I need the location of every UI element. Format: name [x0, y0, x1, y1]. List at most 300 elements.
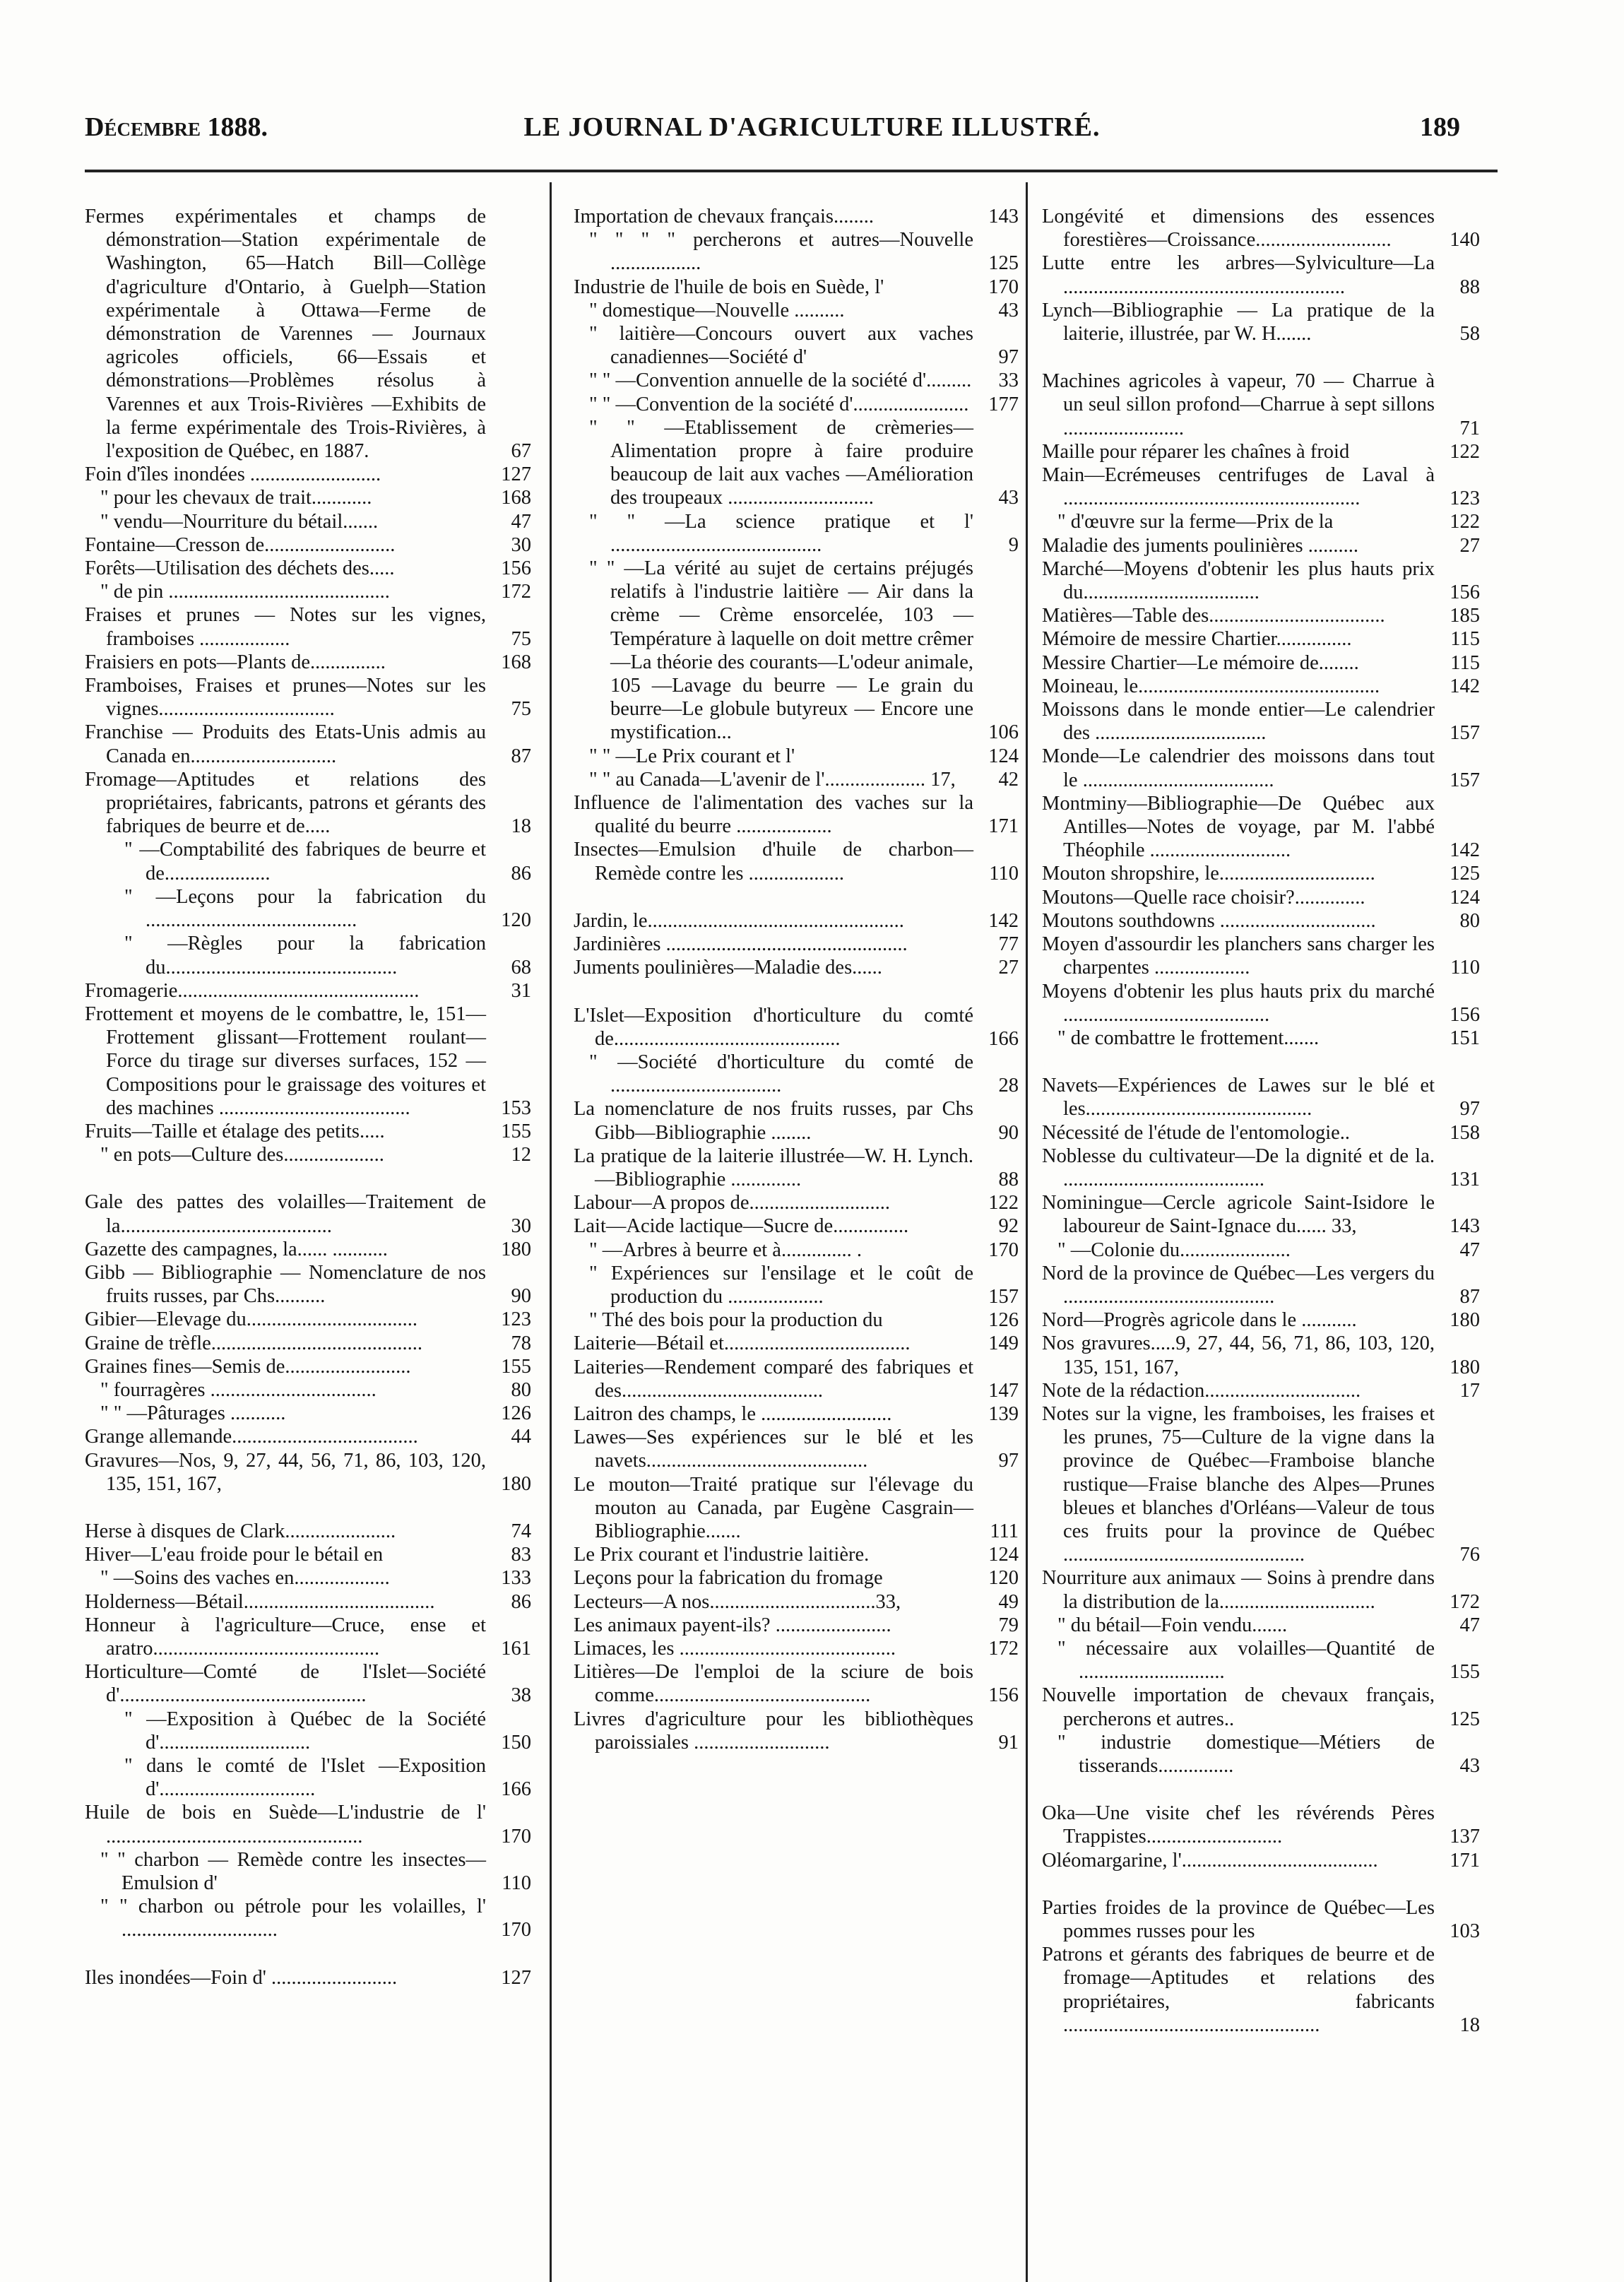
entry-page-number: 133 [501, 1567, 531, 1590]
index-entry [574, 510, 1019, 557]
index-entry [1042, 980, 1480, 1027]
entry-text: Limaces, les ........................................... [574, 1637, 896, 1660]
index-entry [574, 1191, 1019, 1214]
entry-page-number: 180 [501, 1238, 531, 1260]
entry-text: Nourriture aux animaux — Soins à prendre dans la distribution de la............................... [1042, 1567, 1435, 1613]
section-gap [1042, 345, 1480, 370]
index-entry [85, 979, 531, 1003]
entry-text: Nos gravures.....9, 27, 44, 56, 71, 86, 103, 120, 135, 151, 167, [1042, 1332, 1435, 1378]
index-entry [574, 393, 1019, 416]
entry-page-number: 27 [998, 957, 1019, 979]
entry-text: Oka—Une visite chef les révérends Pères Trappistes........................... [1042, 1802, 1435, 1848]
entry-page-number: 150 [501, 1731, 531, 1754]
entry-text: Oléomargarine, l'....................................... [1042, 1849, 1378, 1872]
entry-text: " laitière—Concours ouvert aux vaches canadiennes—Société d' [589, 323, 973, 369]
entry-page-number: 90 [511, 1285, 531, 1308]
entry-page-number: 49 [998, 1590, 1019, 1613]
index-entry [85, 1543, 531, 1566]
entry-page-number: 124 [988, 1544, 1019, 1566]
entry-text: Lait—Acide lactique—Sucre de............... [574, 1215, 909, 1238]
entry-text: " " charbon — Remède contre les insectes—Emulsion d' [100, 1848, 486, 1895]
entry-page-number: 170 [501, 1919, 531, 1941]
entry-page-number: 122 [988, 1192, 1019, 1214]
entry-text: Monde—Le calendrier des moissons dans tout le ...................................... [1042, 745, 1435, 791]
index-entry [574, 1708, 1019, 1754]
entry-page-number: 157 [1450, 769, 1480, 791]
index-column-3 [1042, 205, 1480, 2037]
index-entry [1042, 1262, 1480, 1308]
entry-text: Laiterie—Bétail et..................................... [574, 1332, 911, 1355]
index-column-1 [85, 205, 531, 1990]
entry-page-number: 80 [1459, 909, 1480, 932]
index-entry [574, 1543, 1019, 1566]
entry-text: Juments poulinières—Maladie des...... [574, 957, 882, 979]
entry-page-number: 28 [998, 1075, 1019, 1097]
index-entry [574, 276, 1019, 299]
index-entry [1042, 1731, 1480, 1778]
entry-page-number: 110 [1450, 957, 1480, 979]
entry-page-number: 120 [501, 909, 531, 932]
index-entry [1042, 1637, 1480, 1684]
entry-text: Herse à disques de Clark...................... [85, 1520, 396, 1542]
entry-page-number: 68 [511, 956, 531, 979]
entry-page-number: 185 [1450, 605, 1480, 627]
index-entry [1042, 534, 1480, 557]
entry-page-number: 31 [511, 979, 531, 1002]
entry-page-number: 143 [988, 206, 1019, 227]
entry-text: " fourragères ................................. [100, 1378, 377, 1401]
entry-text: " " —Convention de la société d'....................... [589, 393, 969, 415]
index-entry [574, 557, 1019, 745]
entry-text: Fruits—Taille et étalage des petits..... [85, 1120, 385, 1142]
index-entry [574, 1566, 1019, 1590]
entry-page-number: 103 [1450, 1920, 1480, 1943]
entry-text: Fromage—Aptitudes et relations des propriétaires, fabricants, patrons et gérants des fabriques de beurre et de..... [85, 768, 486, 838]
entry-text: Foin d'îles inondées .......................... [85, 463, 381, 486]
index-entry [574, 1238, 1019, 1262]
entry-page-number: 18 [511, 815, 531, 838]
entry-text: Forêts—Utilisation des déchets des..... [85, 557, 395, 580]
index-entry [1042, 1074, 1480, 1121]
entry-page-number: 27 [1459, 534, 1480, 557]
entry-text: Holderness—Bétail...................................... [85, 1590, 435, 1613]
entry-page-number: 180 [1450, 1356, 1480, 1378]
index-entry [574, 1332, 1019, 1355]
entry-page-number: 123 [1450, 487, 1480, 510]
entry-text: Notes sur la vigne, les framboises, les fraises et les prunes, 75—Culture de la vigne dans la province de Québec—Framboise blanche rustique—Fraise blanche des Alpes—Prunes bleues et blanches d'Orléans—Valeur de tous ces fruits pour la province de Québec ................................................ [1042, 1402, 1435, 1566]
entry-text: Nord de la province de Québec—Les vergers du .......................................... [1042, 1262, 1435, 1308]
index-entry [574, 1473, 1019, 1544]
entry-text: Fermes expérimentales et champs de démonstration—Station expérimentale de Washington, 65—Hatch Bill—Collège d'agriculture d'Ontario, à Guelph—Station expérimentale à Ottawa—Ferme de démonstration de Varennes — Journaux agricoles officiels, 66—Essais et démonstrations—Problèmes résolus à Varennes et aux Trois-Rivières —Exhibits de la ferme expérimentale des Trois-Rivières, à l'exposition de Québec, en 1887. [85, 206, 486, 463]
index-entry [85, 1708, 531, 1754]
index-entry [85, 674, 531, 721]
index-entry [85, 932, 531, 979]
entry-text: Livres d'agriculture pour les bibliothèques paroissiales ........................... [574, 1708, 973, 1754]
entry-text: Machines agricoles à vapeur, 70 — Charrue à un seul sillon profond—Charrue à sept sillons ........................ [1042, 370, 1435, 439]
entry-text: Lutte entre les arbres—Sylviculture—La ........................................................ [1042, 252, 1435, 298]
index-entry [574, 416, 1019, 510]
page-number: 189 [1420, 112, 1460, 142]
entry-text: Huile de bois en Suède—L'industrie de l' ................................................... [85, 1802, 486, 1848]
index-entry [1042, 1566, 1480, 1613]
entry-page-number: 30 [511, 1214, 531, 1237]
index-entry [1042, 1027, 1480, 1050]
entry-page-number: 17 [1459, 1379, 1480, 1402]
entry-text: Nord—Progrès agricole dans le ........... [1042, 1309, 1357, 1332]
entry-page-number: 90 [998, 1121, 1019, 1144]
entry-page-number: 71 [1459, 417, 1480, 439]
entry-page-number: 76 [1459, 1544, 1480, 1566]
section-gap [574, 980, 1019, 1004]
index-entry [574, 1004, 1019, 1051]
entry-page-number: 47 [1459, 1238, 1480, 1261]
index-entry [1042, 1402, 1480, 1566]
entry-page-number: 168 [501, 487, 531, 509]
entry-page-number: 127 [501, 463, 531, 486]
entry-page-number: 142 [1450, 839, 1480, 862]
index-entry [574, 838, 1019, 885]
index-entry [1042, 862, 1480, 885]
index-entry [85, 838, 531, 885]
entry-text: Nécessité de l'étude de l'entomologie.. [1042, 1121, 1351, 1144]
entry-text: " d'œuvre sur la ferme—Prix de la [1057, 511, 1334, 533]
index-entry [1042, 557, 1480, 604]
index-entry [1042, 792, 1480, 863]
entry-page-number: 124 [988, 745, 1019, 767]
index-entry [574, 322, 1019, 369]
index-entry [574, 228, 1019, 275]
index-entry [1042, 1238, 1480, 1262]
index-entry [1042, 1684, 1480, 1730]
entry-page-number: 97 [1459, 1098, 1480, 1121]
index-entry [1042, 627, 1480, 651]
index-entry [574, 1614, 1019, 1637]
index-entry [85, 1520, 531, 1543]
entry-page-number: 143 [1450, 1215, 1480, 1238]
entry-text: " de pin ............................................ [100, 581, 390, 603]
entry-text: " —Soins des vaches en................... [100, 1567, 390, 1590]
entry-text: " du bétail—Foin vendu....... [1057, 1614, 1288, 1636]
entry-page-number: 161 [501, 1637, 531, 1660]
index-entry [574, 1660, 1019, 1707]
entry-text: Labour—A propos de............................ [574, 1192, 891, 1214]
entry-text: Frottement et moyens de le combattre, le, 151—Frottement glissant—Frottement roulant—Force du tirage sur diverses surfaces, 152 — Compositions pour le graissage des voitures et des machines ...................................... [85, 1003, 486, 1119]
entry-page-number: 115 [1450, 651, 1480, 674]
index-entry [574, 1214, 1019, 1238]
entry-page-number: 74 [511, 1520, 531, 1542]
index-entry [1042, 1121, 1480, 1145]
index-entry [85, 486, 531, 509]
entry-page-number: 106 [988, 721, 1019, 744]
entry-text: Moutons—Quelle race choisir?.............. [1042, 886, 1365, 909]
index-entry [85, 205, 531, 463]
entry-page-number: 12 [511, 1144, 531, 1166]
entry-text: Gravures—Nos, 9, 27, 44, 56, 71, 86, 103, 120, 135, 151, 167, [85, 1449, 486, 1495]
section-gap [1042, 1872, 1480, 1896]
entry-text: " Thé des bois pour la production du [589, 1309, 883, 1332]
entry-text: " " au Canada—L'avenir de l'.................... 17, [589, 768, 956, 791]
entry-text: Nouvelle importation de chevaux français, percherons et autres.. [1042, 1684, 1435, 1730]
index-entry [85, 1143, 531, 1166]
index-entry [1042, 252, 1480, 298]
index-entry [85, 721, 531, 767]
entry-page-number: 156 [501, 557, 531, 580]
entry-text: Mémoire de messire Chartier............... [1042, 628, 1352, 651]
entry-page-number: 131 [1450, 1168, 1480, 1190]
entry-text: Jardinières ................................................ [574, 933, 908, 956]
entry-text: " " " " percherons et autres—Nouvelle .................. [589, 229, 973, 275]
index-entry [85, 533, 531, 557]
entry-page-number: 88 [1459, 276, 1480, 298]
entry-text: " " —Le Prix courant et l' [589, 745, 795, 767]
index-entry [574, 745, 1019, 768]
entry-page-number: 79 [998, 1614, 1019, 1636]
entry-page-number: 43 [998, 299, 1019, 321]
index-entry [85, 1590, 531, 1614]
section-gap [1042, 1050, 1480, 1074]
index-entry [85, 1308, 531, 1331]
entry-text: " " —Convention annuelle de la société d'......... [589, 370, 972, 392]
entry-page-number: 127 [501, 1966, 531, 1989]
entry-text: Insectes—Emulsion d'huile de charbon—Remède contre les ................... [574, 839, 973, 885]
entry-text: " —Arbres à beurre et à.............. . [589, 1238, 862, 1261]
index-entry [574, 1590, 1019, 1614]
entry-page-number: 75 [511, 627, 531, 650]
entry-page-number: 120 [988, 1567, 1019, 1590]
entry-text: Messire Chartier—Le mémoire de........ [1042, 651, 1359, 674]
entry-page-number: 140 [1450, 229, 1480, 252]
entry-page-number: 122 [1450, 511, 1480, 533]
index-entry [1042, 651, 1480, 675]
entry-text: Gale des pattes des volailles—Traitement de la.......................................... [85, 1191, 486, 1237]
index-entry [1042, 1191, 1480, 1238]
entry-text: Maladie des juments poulinières .......... [1042, 534, 1358, 557]
index-entry [1042, 1802, 1480, 1848]
entry-text: Litières—De l'emploi de la sciure de bois comme........................................... [574, 1661, 973, 1707]
entry-page-number: 122 [1450, 440, 1480, 463]
index-entry [574, 1637, 1019, 1660]
entry-page-number: 170 [988, 1238, 1019, 1261]
entry-page-number: 170 [501, 1825, 531, 1848]
entry-text: Le Prix courant et l'industrie laitière. [574, 1544, 870, 1566]
index-entry [85, 580, 531, 603]
entry-text: Les animaux payent-ils? ....................... [574, 1614, 891, 1636]
entry-page-number: 43 [1459, 1755, 1480, 1777]
entry-text: " dans le comté de l'Islet —Exposition d'............................... [124, 1755, 486, 1801]
index-entry [1042, 1308, 1480, 1332]
entry-page-number: 111 [990, 1520, 1019, 1542]
index-entry [574, 1145, 1019, 1191]
index-entry [1042, 1614, 1480, 1637]
index-entry [85, 1003, 531, 1120]
entry-page-number: 156 [1450, 1003, 1480, 1026]
header-rule [85, 170, 1498, 172]
entry-page-number: 124 [1450, 886, 1480, 909]
journal-title: LE JOURNAL D'AGRICULTURE ILLUSTRÉ. [523, 112, 1101, 142]
entry-text: Moyen d'assourdir les planchers sans charger les charpentes ................... [1042, 933, 1435, 979]
index-entry [574, 1262, 1019, 1308]
index-entry [85, 1402, 531, 1425]
entry-text: Nominingue—Cercle agricole Saint-Isidore le laboureur de Saint-Ignace du...... 33, [1042, 1192, 1435, 1238]
entry-page-number: 110 [502, 1872, 531, 1895]
index-entry [85, 1966, 531, 1990]
entry-text: Lecteurs—A nos.................................33, [574, 1590, 901, 1613]
entry-text: Industrie de l'huile de bois en Suède, l' [574, 276, 884, 298]
entry-text: Leçons pour la fabrication du fromage [574, 1567, 883, 1590]
entry-page-number: 149 [988, 1332, 1019, 1355]
entry-page-number: 155 [1450, 1661, 1480, 1684]
entry-page-number: 43 [998, 487, 1019, 509]
index-entry [574, 1402, 1019, 1426]
entry-page-number: 33 [998, 370, 1019, 392]
entry-page-number: 147 [988, 1379, 1019, 1402]
entry-text: Graines fines—Semis de......................... [85, 1355, 411, 1378]
index-entry [85, 1355, 531, 1378]
section-gap [85, 1496, 531, 1520]
entry-page-number: 153 [501, 1096, 531, 1119]
index-entry [574, 1426, 1019, 1472]
entry-page-number: 80 [511, 1378, 531, 1401]
entry-page-number: 180 [501, 1472, 531, 1495]
entry-page-number: 123 [501, 1308, 531, 1331]
entry-text: La nomenclature de nos fruits russes, par Chs Gibb—Bibliographie ........ [574, 1098, 973, 1144]
index-entry [1042, 440, 1480, 463]
entry-text: Honneur à l'agriculture—Cruce, ense et aratro............................................. [85, 1614, 486, 1660]
entry-page-number: 75 [511, 698, 531, 721]
index-entry [85, 1895, 531, 1941]
entry-page-number: 92 [998, 1215, 1019, 1238]
entry-text: " " charbon ou pétrole pour les volailles, l' ............................... [100, 1896, 486, 1941]
entry-text: " nécessaire aux volailles—Quantité de ............................. [1057, 1637, 1435, 1684]
entry-text: Fromagerie................................................ [85, 979, 420, 1002]
index-entry [85, 1378, 531, 1402]
entry-page-number: 168 [501, 651, 531, 673]
entry-page-number: 87 [1459, 1285, 1480, 1308]
entry-text: " domestique—Nouvelle .......... [589, 299, 845, 321]
entry-text: " " —La science pratique et l' .......................................... [589, 510, 973, 556]
index-entry [1042, 510, 1480, 533]
entry-text: Fraisiers en pots—Plants de............... [85, 651, 386, 673]
entry-page-number: 170 [988, 276, 1019, 298]
entry-page-number: 180 [1450, 1309, 1480, 1332]
entry-page-number: 142 [988, 909, 1019, 932]
entry-text: " industrie domestique—Métiers de tisserands............... [1057, 1731, 1435, 1777]
index-entry [1042, 604, 1480, 627]
index-entry [85, 768, 531, 839]
index-entry [85, 463, 531, 486]
entry-page-number: 137 [1450, 1826, 1480, 1848]
entry-page-number: 91 [998, 1731, 1019, 1754]
column-divider-left [550, 182, 552, 2282]
entry-page-number: 157 [1450, 722, 1480, 745]
entry-text: Moissons dans le monde entier—Le calendrier des .................................. [1042, 699, 1435, 745]
entry-text: Noblesse du cultivateur—De la dignité et de la. ........................................ [1042, 1145, 1435, 1190]
entry-text: Moutons southdowns ............................... [1042, 909, 1376, 932]
section-gap [85, 1166, 531, 1190]
entry-page-number: 125 [1450, 863, 1480, 885]
index-entry [85, 1614, 531, 1660]
entry-page-number: 155 [501, 1355, 531, 1378]
entry-page-number: 158 [1450, 1121, 1480, 1144]
entry-page-number: 126 [501, 1402, 531, 1425]
entry-page-number: 142 [1450, 675, 1480, 697]
entry-text: Hiver—L'eau froide pour le bétail en [85, 1544, 384, 1566]
entry-text: Fontaine—Cresson de.......................... [85, 533, 396, 556]
entry-page-number: 97 [998, 1450, 1019, 1472]
index-entry [574, 791, 1019, 838]
index-entry [574, 1051, 1019, 1097]
index-entry [85, 885, 531, 932]
entry-text: Franchise — Produits des Etats-Unis admis au Canada en............................. [85, 721, 486, 767]
index-entry [85, 1848, 531, 1895]
entry-page-number: 126 [988, 1309, 1019, 1332]
entry-text: Laitron des champs, le .......................... [574, 1402, 892, 1425]
entry-page-number: 97 [998, 346, 1019, 369]
entry-page-number: 157 [988, 1285, 1019, 1308]
entry-text: Maille pour réparer les chaînes à froid [1042, 440, 1350, 463]
entry-text: Le mouton—Traité pratique sur l'élevage du mouton au Canada, par Eugène Casgrain—Bibliographie....... [574, 1473, 973, 1542]
entry-page-number: 125 [988, 252, 1019, 275]
entry-text: " vendu—Nourriture du bétail....... [100, 510, 379, 533]
index-entry [85, 1566, 531, 1590]
entry-text: " " —La vérité au sujet de certains préjugés relatifs à l'industrie laitière — Air dans la crème — Crème ensorcelée, 103 — Température à laquelle on doit mettre crêmer—La théorie des courants—L'odeur animale, 105 —Lavage du beurre — Le grain du beurre—Le globule butyreux — Encore une mystification... [589, 557, 973, 744]
entry-text: " —Société d'horticulture du comté de .................................. [589, 1051, 973, 1097]
entry-page-number: 18 [1459, 2014, 1480, 2036]
entry-page-number: 156 [988, 1684, 1019, 1707]
entry-text: Note de la rédaction............................... [1042, 1379, 1361, 1402]
index-entry [574, 1097, 1019, 1144]
entry-text: Navets—Expériences de Lawes sur le blé et les............................................. [1042, 1075, 1435, 1121]
index-entry [1042, 1943, 1480, 2037]
entry-page-number: 67 [511, 440, 531, 463]
entry-page-number: 87 [511, 745, 531, 767]
entry-text: Patrons et gérants des fabriques de beurre et de fromage—Aptitudes et relations des propriétaires, fabricants ................................................... [1042, 1944, 1435, 2036]
entry-text: Importation de chevaux français........ [574, 206, 874, 227]
entry-text: " —Leçons pour la fabrication du .......................................... [124, 885, 486, 932]
index-entry [574, 1356, 1019, 1402]
index-entry [85, 1332, 531, 1355]
entry-page-number: 47 [511, 510, 531, 533]
entry-text: Horticulture—Comté de l'Islet—Société d'................................................. [85, 1661, 486, 1707]
entry-page-number: 125 [1450, 1708, 1480, 1730]
index-entry [1042, 745, 1480, 791]
entry-text: Parties froides de la province de Québec—Les pommes russes pour les [1042, 1896, 1435, 1943]
entry-text: " pour les chevaux de trait............ [100, 487, 372, 509]
entry-page-number: 171 [1450, 1849, 1480, 1872]
entry-page-number: 156 [1450, 581, 1480, 604]
entry-text: L'Islet—Exposition d'horticulture du comté de............................................. [574, 1004, 973, 1050]
entry-text: Moineau, le................................................ [1042, 675, 1380, 697]
index-entry [1042, 675, 1480, 698]
entry-text: Iles inondées—Foin d' ......................... [85, 1966, 398, 1989]
entry-page-number: 83 [511, 1544, 531, 1566]
index-entry [85, 1261, 531, 1308]
index-column-2 [574, 205, 1019, 1754]
entry-page-number: 172 [501, 581, 531, 603]
index-entry [574, 205, 1019, 228]
index-entry [1042, 1896, 1480, 1943]
index-entry [85, 1120, 531, 1143]
entry-text: Graine de trèfle.......................................... [85, 1332, 423, 1354]
entry-page-number: 77 [998, 933, 1019, 956]
entry-text: " " —Etablissement de crèmeries—Alimentation propre à faire produire beaucoup de lait aux vaches —Amélioration des troupeaux ............................. [589, 416, 973, 509]
entry-text: Influence de l'alimentation des vaches sur la qualité du beurre ................... [574, 792, 973, 838]
index-entry [1042, 933, 1480, 979]
entry-text: Montminy—Bibliographie—De Québec aux Antilles—Notes de voyage, par M. l'abbé Théophile ............................ [1042, 792, 1435, 862]
entry-text: Lynch—Bibliographie — La pratique de la laiterie, illustrée, par W. H....... [1042, 299, 1435, 345]
entry-text: Gibb — Bibliographie — Nomenclature de nos fruits russes, par Chs.......... [85, 1261, 486, 1308]
entry-page-number: 151 [1450, 1027, 1480, 1049]
